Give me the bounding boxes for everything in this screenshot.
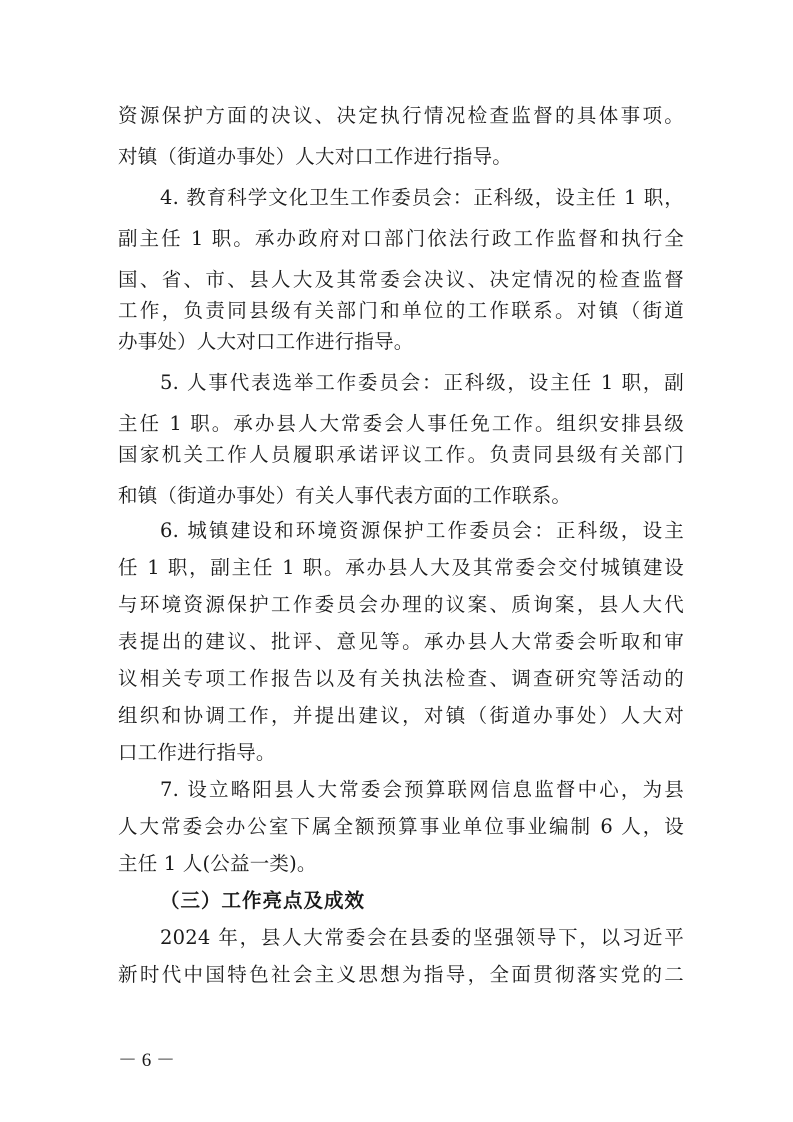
text-line: 国家机关工作人员履职承诺评议工作。负责同县级有关部门	[118, 443, 684, 466]
text-line: 副主任 1 职。承办政府对口部门依法行政工作监督和执行全	[118, 227, 684, 250]
text-line: 4. 教育科学文化卫生工作委员会：正科级，设主任 1 职，	[160, 186, 684, 209]
text-line: 办事处）人大对口工作进行指导。	[118, 330, 414, 353]
text-line: 2024 年，县人大常委会在县委的坚强领导下，以习近平	[160, 926, 684, 949]
text-line: 表提出的建议、批评、意见等。承办县人大常委会听取和审	[118, 630, 684, 653]
page-number: － 6 －	[118, 1050, 176, 1071]
text-line: 组织和协调工作，并提出建议，对镇（街道办事处）人大对	[118, 704, 684, 727]
text-line: 7. 设立略阳县人大常委会预算联网信息监督中心，为县	[160, 778, 684, 801]
text-line: 任 1 职，副主任 1 职。承办县人大及其常委会交付城镇建设	[118, 556, 684, 579]
text-line: 主任 1 职。承办县人大常委会人事任免工作。组织安排县级	[118, 412, 684, 435]
text-line: 与环境资源保护工作委员会办理的议案、质询案，县人大代	[118, 593, 684, 616]
text-line: 和镇（街道办事处）有关人事代表方面的工作联系。	[118, 484, 572, 507]
text-line: 国、省、市、县人大及其常委会决议、决定情况的检查监督	[118, 268, 684, 291]
text-line: 对镇（街道办事处）人大对口工作进行指导。	[118, 145, 513, 168]
text-line: 口工作进行指导。	[118, 741, 276, 764]
section-heading: （三）工作亮点及成效	[160, 889, 366, 912]
text-line: 主任 1 人(公益一类)。	[118, 852, 317, 875]
text-line: 人大常委会办公室下属全额预算事业单位事业编制 6 人，设	[118, 815, 684, 838]
text-line: 新时代中国特色社会主义思想为指导，全面贯彻落实党的二	[118, 963, 684, 986]
text-line: 议相关专项工作报告以及有关执法检查、调查研究等活动的	[118, 667, 684, 690]
text-line: 5. 人事代表选举工作委员会：正科级，设主任 1 职，副	[160, 371, 684, 394]
text-line: 资源保护方面的决议、决定执行情况检查监督的具体事项。	[118, 104, 684, 127]
text-line: 6. 城镇建设和环境资源保护工作委员会：正科级，设主	[160, 519, 684, 542]
text-line: 工作，负责同县级有关部门和单位的工作联系。对镇（街道	[118, 299, 684, 322]
